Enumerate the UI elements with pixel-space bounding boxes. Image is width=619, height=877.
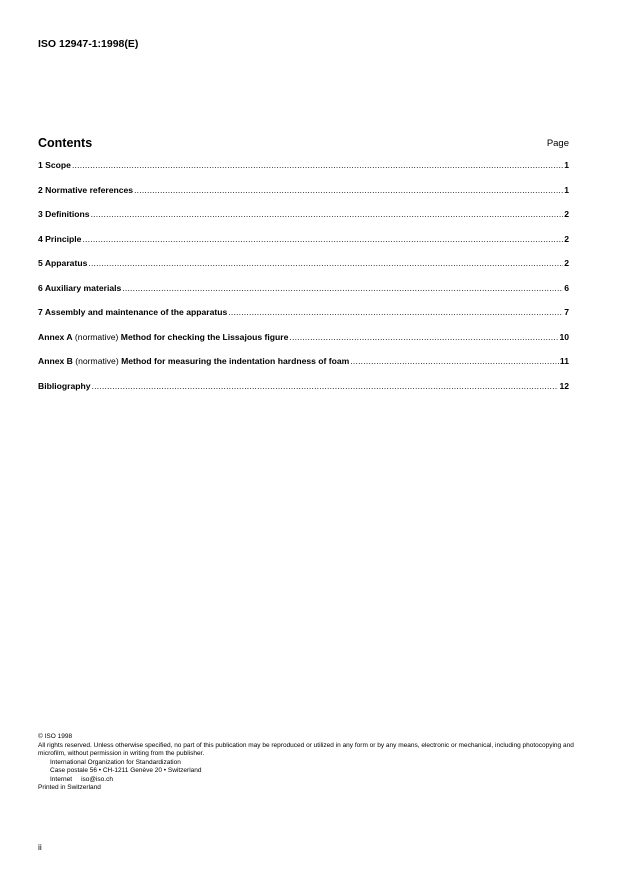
dot-leader (88, 258, 563, 268)
toc-entry-scope[interactable] (38, 160, 569, 185)
toc-entry-principle[interactable] (38, 234, 569, 259)
toc-entry-label: 5 Apparatus (38, 258, 88, 268)
toc-entry-normative-references[interactable] (38, 185, 569, 210)
printed-in: Printed in Switzerland (38, 784, 101, 791)
dot-leader (92, 381, 559, 391)
dot-leader (122, 283, 563, 293)
dot-leader (91, 209, 564, 219)
toc-entry-label: 6 Auxiliary materials (38, 282, 122, 293)
dot-leader (289, 332, 558, 342)
annex-title: Method for checking the Lissajous figure (120, 331, 289, 342)
annex-label: Annex B (38, 356, 73, 366)
toc-entry-page: 10 (559, 331, 569, 342)
toc-entry-annex-a[interactable] (38, 332, 569, 357)
internet-contact: Internet iso@iso.ch (50, 775, 113, 783)
dot-leader (350, 356, 559, 366)
toc-entry-auxiliary-materials[interactable] (38, 283, 569, 308)
toc-entry-label: 3 Definitions (38, 209, 90, 219)
toc-entry-label (38, 332, 288, 342)
toc-entry-page: 2 (564, 209, 569, 219)
annex-qualifier: (normative) (72, 356, 122, 366)
dot-leader (82, 234, 563, 244)
toc-entry-apparatus[interactable] (38, 258, 569, 283)
toc-entry-label: 4 Principle (38, 233, 82, 244)
toc-entry-page: 11 (559, 356, 569, 366)
annex-title: Method for measuring the indentation hardness of foam (121, 356, 350, 366)
toc-entry-label: Bibliography (38, 380, 91, 391)
toc-entry-page: 6 (564, 282, 569, 293)
dot-leader (134, 185, 563, 195)
toc-entry-definitions[interactable] (38, 209, 569, 234)
toc-entry-label: 2 Normative references (38, 184, 134, 195)
toc-entry-annex-b[interactable] (38, 356, 569, 381)
toc-entry-page: 1 (564, 184, 569, 195)
contents-title: Contents (38, 136, 93, 150)
page-number: ii (38, 842, 42, 852)
postal-address: Case postale 56 • CH-1211 Genève 20 • Switzerland (50, 767, 202, 774)
document-header: ISO 12947-1:1998(E) (38, 38, 139, 50)
dot-leader (228, 307, 563, 317)
dot-leader (72, 160, 563, 170)
page-column-label: Page (546, 138, 569, 149)
rights-statement: All rights reserved. Unless otherwise specified, no part of this publication may be reproduced or utilized in any form or by any means, electronic or mechanical, including photocopying and microfilm, without permission in writing from the publisher. (38, 741, 574, 757)
toc-entry-label (38, 356, 349, 366)
annex-label: Annex A (38, 331, 73, 342)
toc-entry-page: 12 (559, 380, 569, 391)
organization-name: International Organization for Standardization (50, 758, 181, 766)
toc-entry-page: 2 (564, 233, 569, 244)
toc-entry-page: 1 (564, 160, 569, 170)
table-of-contents (38, 160, 569, 405)
toc-entry-label: 7 Assembly and maintenance of the apparatus (38, 307, 228, 317)
toc-entry-page: 7 (564, 307, 569, 317)
toc-entry-bibliography[interactable] (38, 381, 569, 406)
copyright-line: © ISO 1998 (38, 733, 73, 740)
toc-entry-page: 2 (564, 258, 569, 268)
annex-qualifier: (normative) (72, 331, 121, 342)
toc-entry-label: 1 Scope (38, 160, 71, 170)
toc-entry-assembly-maintenance[interactable] (38, 307, 569, 332)
copyright-block (38, 733, 578, 793)
